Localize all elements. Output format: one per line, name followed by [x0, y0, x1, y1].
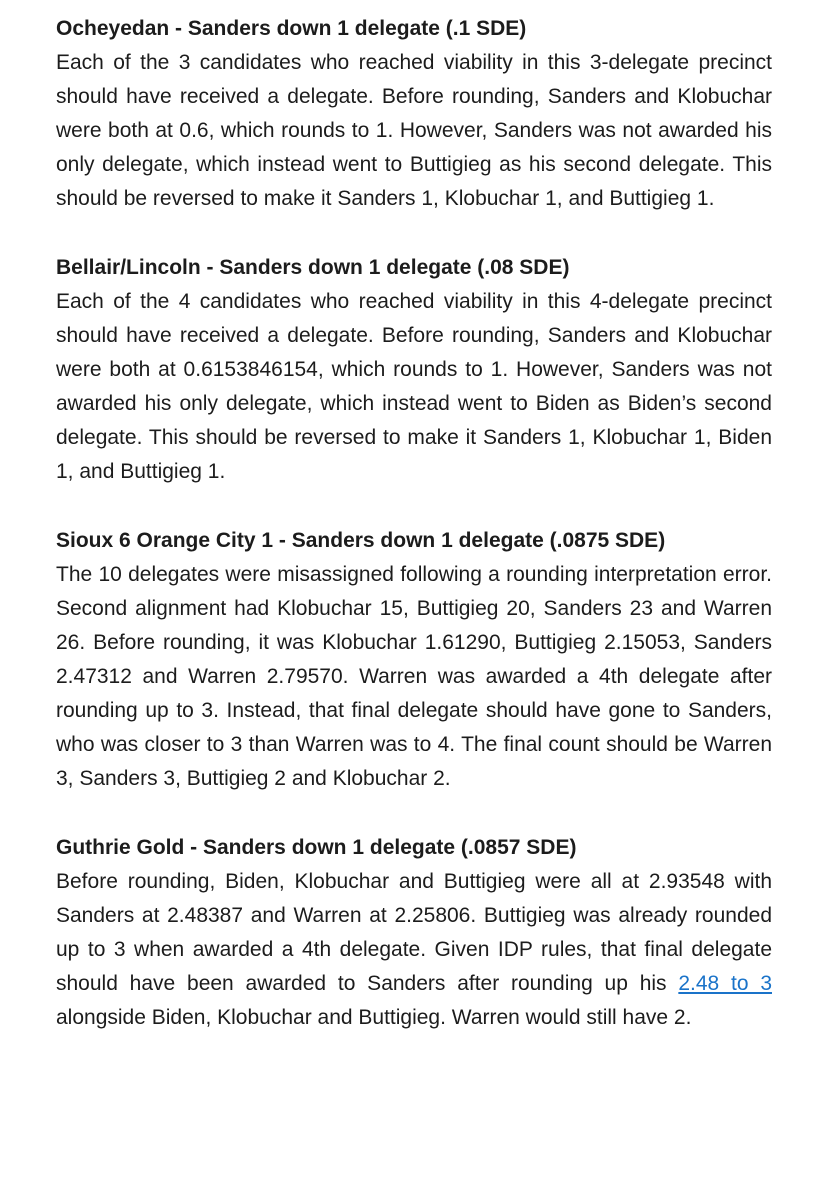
section-ocheyedan — [56, 12, 772, 216]
section-body: Each of the 3 candidates who reached viability in this 3-delegate precinct should have received a delegate. Before rounding, Sanders and Klobuchar were both at 0.6, which rounds to 1. However, Sanders was not awarded his only delegate, which instead went to Buttigieg as his second delegate. This should be reversed to make it Sanders 1, Klobuchar 1, and Buttigieg 1. — [56, 51, 772, 210]
body-text-after-link: alongside Biden, Klobuchar and Buttigieg. Warren would still have 2. — [56, 1006, 692, 1029]
section-heading: Sioux 6 Orange City 1 - Sanders down 1 delegate (.0875 SDE) — [56, 529, 666, 552]
section-heading: Ocheyedan - Sanders down 1 delegate (.1 SDE) — [56, 17, 527, 40]
section-sioux-orange-city — [56, 524, 772, 796]
section-bellair-lincoln — [56, 251, 772, 489]
section-body: Each of the 4 candidates who reached viability in this 4-delegate precinct should have received a delegate. Before rounding, Sanders and Klobuchar were both at 0.6153846154, which rounds to 1. However, Sanders was not awarded his only delegate, which instead went to Biden as Biden’s second delegate. This should be reversed to make it Sanders 1, Klobuchar 1, Biden 1, and Buttigieg 1. — [56, 290, 772, 483]
section-heading: Guthrie Gold - Sanders down 1 delegate (.0857 SDE) — [56, 836, 577, 859]
section-body — [56, 865, 772, 1035]
rounding-link[interactable]: 2.48 to 3 — [678, 972, 772, 995]
body-text-before-link: Before rounding, Biden, Klobuchar and Buttigieg were all at 2.93548 with Sanders at 2.48387 and Warren at 2.25806. Buttigieg was already rounded up to 3 when awarded a 4th delegate. Given IDP rules, that final delegate should have been awarded to Sanders after rounding up his — [56, 870, 772, 995]
section-heading: Bellair/Lincoln - Sanders down 1 delegate (.08 SDE) — [56, 256, 570, 279]
section-guthrie-gold — [56, 831, 772, 1035]
section-body: The 10 delegates were misassigned following a rounding interpretation error. Second alignment had Klobuchar 15, Buttigieg 20, Sanders 23 and Warren 26. Before rounding, it was Klobuchar 1.61290, Buttigieg 2.15053, Sanders 2.47312 and Warren 2.79570. Warren was awarded a 4th delegate after rounding up to 3. Instead, that final delegate should have gone to Sanders, who was closer to 3 than Warren was to 4. The final count should be Warren 3, Sanders 3, Buttigieg 2 and Klobuchar 2. — [56, 563, 772, 790]
